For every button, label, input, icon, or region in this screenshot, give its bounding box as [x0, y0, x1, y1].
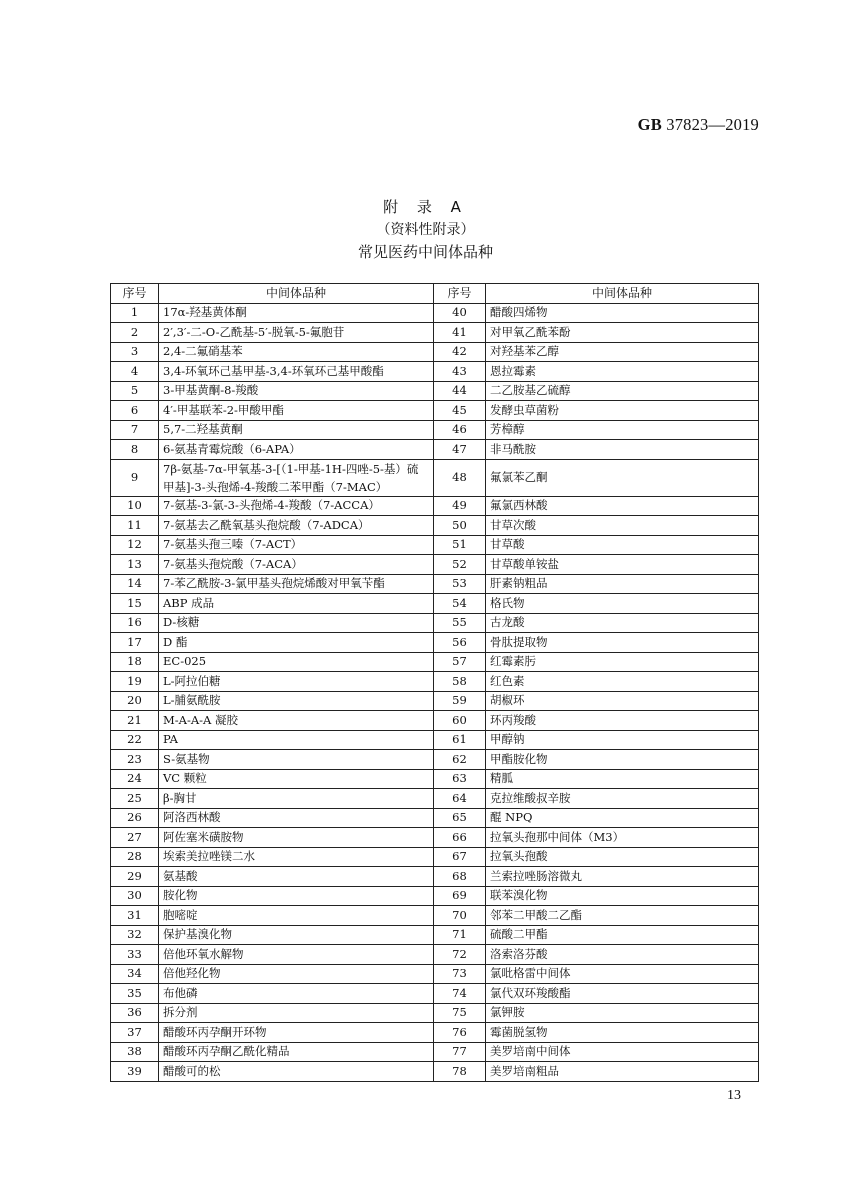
cell-name-right: 甲醇钠: [486, 730, 759, 750]
cell-no-right: 65: [434, 808, 486, 828]
appendix-title: 附 录 A: [383, 198, 468, 216]
cell-name-left: 7-苯乙酰胺-3-氯甲基头孢烷烯酸对甲氧苄酯: [159, 574, 434, 594]
cell-no-left: 33: [111, 945, 159, 965]
cell-no-right: 57: [434, 652, 486, 672]
table-row: [111, 769, 759, 789]
cell-name-left: VC 颗粒: [159, 769, 434, 789]
cell-name-left: PA: [159, 730, 434, 750]
cell-no-left: 3: [111, 342, 159, 362]
cell-name-right: 氟氯苯乙酮: [486, 459, 759, 496]
cell-name-left: 埃索美拉唑镁二水: [159, 847, 434, 867]
table-row: [111, 906, 759, 926]
cell-name-right: 邻苯二甲酸二乙酯: [486, 906, 759, 926]
cell-no-left: 7: [111, 420, 159, 440]
cell-name-left: S-氨基物: [159, 750, 434, 770]
cell-no-left: 19: [111, 672, 159, 692]
cell-name-left: β-胸甘: [159, 789, 434, 809]
cell-no-left: 22: [111, 730, 159, 750]
header-name-right: 中间体品种: [486, 284, 759, 304]
cell-name-right: 兰索拉唑肠溶微丸: [486, 867, 759, 887]
cell-no-right: 69: [434, 886, 486, 906]
standard-number: 37823—2019: [666, 115, 759, 134]
table-row: [111, 1062, 759, 1082]
cell-name-right: 芳樟醇: [486, 420, 759, 440]
cell-name-right: 非马酰胺: [486, 440, 759, 460]
page-number: 13: [727, 1088, 741, 1103]
cell-name-left: L-脯氨酰胺: [159, 691, 434, 711]
cell-name-left: 2′,3′-二-O-乙酰基-5′-脱氧-5-氟胞苷: [159, 323, 434, 343]
cell-no-left: 18: [111, 652, 159, 672]
table-row: [111, 574, 759, 594]
intermediates-table: [110, 283, 759, 1082]
cell-name-left: 醋酸环丙孕酮乙酰化精品: [159, 1042, 434, 1062]
cell-no-left: 9: [111, 459, 159, 496]
cell-no-right: 62: [434, 750, 486, 770]
cell-no-left: 16: [111, 613, 159, 633]
standard-prefix: GB: [637, 115, 662, 134]
cell-no-right: 55: [434, 613, 486, 633]
cell-no-left: 34: [111, 964, 159, 984]
cell-no-left: 29: [111, 867, 159, 887]
cell-no-right: 71: [434, 925, 486, 945]
cell-name-left: 4′-甲基联苯-2-甲酸甲酯: [159, 401, 434, 421]
cell-name-right: 醋酸四烯物: [486, 303, 759, 323]
cell-name-left: 醋酸可的松: [159, 1062, 434, 1082]
header-name-left: 中间体品种: [159, 284, 434, 304]
table-row: [111, 828, 759, 848]
header-no-left: 序号: [111, 284, 159, 304]
cell-name-right: 拉氧头孢酸: [486, 847, 759, 867]
cell-name-left: 保护基溴化物: [159, 925, 434, 945]
cell-no-right: 48: [434, 459, 486, 496]
cell-name-left: 胺化物: [159, 886, 434, 906]
table-row: [111, 691, 759, 711]
cell-no-right: 58: [434, 672, 486, 692]
cell-no-left: 11: [111, 516, 159, 536]
cell-name-left: 阿佐塞米磺胺物: [159, 828, 434, 848]
cell-name-left: 拆分剂: [159, 1003, 434, 1023]
cell-no-left: 37: [111, 1023, 159, 1043]
cell-no-right: 46: [434, 420, 486, 440]
cell-no-left: 25: [111, 789, 159, 809]
cell-name-right: 胡椒环: [486, 691, 759, 711]
cell-name-right: 克拉维酸叔辛胺: [486, 789, 759, 809]
cell-no-right: 61: [434, 730, 486, 750]
cell-no-right: 64: [434, 789, 486, 809]
cell-name-right: 氯吡格雷中间体: [486, 964, 759, 984]
table-row: [111, 886, 759, 906]
cell-name-right: 二乙胺基乙硫醇: [486, 381, 759, 401]
cell-name-left: 7-氨基去乙酰氧基头孢烷酸（7-ADCA）: [159, 516, 434, 536]
table-row: [111, 594, 759, 614]
cell-name-left: 6-氨基青霉烷酸（6-APA）: [159, 440, 434, 460]
cell-name-left: 醋酸环丙孕酮开环物: [159, 1023, 434, 1043]
cell-name-left: 7β-氨基-7α-甲氧基-3-[（1-甲基-1H-四唑-5-基）硫甲基]-3-头孢烯-4-羧酸二苯甲酯（7-MAC）: [159, 459, 434, 496]
table-row: [111, 516, 759, 536]
cell-name-right: 精胍: [486, 769, 759, 789]
cell-no-left: 2: [111, 323, 159, 343]
table-row: [111, 496, 759, 516]
cell-no-left: 23: [111, 750, 159, 770]
cell-name-left: 5,7-二羟基黄酮: [159, 420, 434, 440]
cell-no-right: 53: [434, 574, 486, 594]
cell-name-right: 甘草酸单铵盐: [486, 555, 759, 575]
cell-no-right: 66: [434, 828, 486, 848]
cell-no-left: 35: [111, 984, 159, 1004]
cell-name-right: 发酵虫草菌粉: [486, 401, 759, 421]
table-row: [111, 1003, 759, 1023]
cell-name-left: D-核糖: [159, 613, 434, 633]
cell-name-right: 美罗培南粗品: [486, 1062, 759, 1082]
cell-no-left: 15: [111, 594, 159, 614]
cell-name-right: 拉氧头孢那中间体（M3）: [486, 828, 759, 848]
cell-no-left: 27: [111, 828, 159, 848]
cell-name-right: 环丙羧酸: [486, 711, 759, 731]
cell-no-right: 63: [434, 769, 486, 789]
cell-no-left: 6: [111, 401, 159, 421]
cell-name-left: 氨基酸: [159, 867, 434, 887]
table-row: [111, 789, 759, 809]
cell-name-right: 恩拉霉素: [486, 362, 759, 382]
cell-no-right: 50: [434, 516, 486, 536]
cell-no-right: 72: [434, 945, 486, 965]
table-row: [111, 633, 759, 653]
table-row: [111, 867, 759, 887]
cell-name-left: 倍他环氧水解物: [159, 945, 434, 965]
cell-name-left: ABP 成品: [159, 594, 434, 614]
cell-no-left: 4: [111, 362, 159, 382]
table-row: [111, 555, 759, 575]
cell-name-left: 倍他羟化物: [159, 964, 434, 984]
table-row: [111, 1042, 759, 1062]
cell-no-left: 31: [111, 906, 159, 926]
table-row: [111, 711, 759, 731]
table-body: [111, 303, 759, 1081]
cell-no-left: 32: [111, 925, 159, 945]
cell-name-left: 7-氨基头孢烷酸（7-ACA）: [159, 555, 434, 575]
table-header-row: [111, 284, 759, 304]
table-row: [111, 303, 759, 323]
cell-no-right: 76: [434, 1023, 486, 1043]
cell-name-left: EC-025: [159, 652, 434, 672]
cell-no-left: 38: [111, 1042, 159, 1062]
cell-name-right: 氯代双环羧酸酯: [486, 984, 759, 1004]
standard-code: [638, 115, 759, 135]
cell-no-right: 77: [434, 1042, 486, 1062]
table-row: [111, 964, 759, 984]
cell-no-left: 13: [111, 555, 159, 575]
table-row: [111, 440, 759, 460]
cell-name-right: 甘草次酸: [486, 516, 759, 536]
table-row: [111, 750, 759, 770]
table-row: [111, 381, 759, 401]
cell-name-left: 7-氨基头孢三嗪（7-ACT）: [159, 535, 434, 555]
table-row: [111, 847, 759, 867]
table-row: [111, 925, 759, 945]
cell-name-left: L-阿拉伯糖: [159, 672, 434, 692]
cell-name-right: 硫酸二甲酯: [486, 925, 759, 945]
cell-name-right: 氟氯西林酸: [486, 496, 759, 516]
cell-name-right: 美罗培南中间体: [486, 1042, 759, 1062]
table-row: [111, 730, 759, 750]
cell-no-left: 26: [111, 808, 159, 828]
cell-no-right: 45: [434, 401, 486, 421]
cell-name-right: 骨肽提取物: [486, 633, 759, 653]
cell-no-right: 51: [434, 535, 486, 555]
table-row: [111, 535, 759, 555]
header-no-right: 序号: [434, 284, 486, 304]
cell-name-right: 对甲氧乙酰苯酚: [486, 323, 759, 343]
cell-no-right: 78: [434, 1062, 486, 1082]
cell-name-left: 阿洛西林酸: [159, 808, 434, 828]
table-row: [111, 342, 759, 362]
cell-no-right: 54: [434, 594, 486, 614]
cell-no-right: 74: [434, 984, 486, 1004]
cell-name-left: 3,4-环氧环己基甲基-3,4-环氧环己基甲酸酯: [159, 362, 434, 382]
cell-no-left: 5: [111, 381, 159, 401]
cell-name-right: 洛索洛芬酸: [486, 945, 759, 965]
cell-no-left: 14: [111, 574, 159, 594]
table-row: [111, 984, 759, 1004]
cell-name-left: 2,4-二氟硝基苯: [159, 342, 434, 362]
table-row: [111, 808, 759, 828]
cell-name-right: 古龙酸: [486, 613, 759, 633]
cell-name-right: 红色素: [486, 672, 759, 692]
cell-name-left: D 酯: [159, 633, 434, 653]
cell-no-left: 20: [111, 691, 159, 711]
cell-no-right: 70: [434, 906, 486, 926]
table-row: [111, 672, 759, 692]
cell-name-right: 红霉素肟: [486, 652, 759, 672]
cell-no-right: 59: [434, 691, 486, 711]
cell-no-left: 17: [111, 633, 159, 653]
cell-name-right: 格氏物: [486, 594, 759, 614]
cell-no-left: 30: [111, 886, 159, 906]
cell-name-left: 17α-羟基黄体酮: [159, 303, 434, 323]
table-row: [111, 323, 759, 343]
cell-no-right: 44: [434, 381, 486, 401]
cell-no-right: 67: [434, 847, 486, 867]
cell-no-right: 56: [434, 633, 486, 653]
cell-no-right: 68: [434, 867, 486, 887]
cell-no-left: 21: [111, 711, 159, 731]
cell-no-right: 75: [434, 1003, 486, 1023]
appendix-subtitle: （资料性附录）: [376, 222, 475, 238]
cell-no-left: 1: [111, 303, 159, 323]
cell-name-right: 氯钾胺: [486, 1003, 759, 1023]
cell-no-right: 52: [434, 555, 486, 575]
cell-name-right: 醌 NPQ: [486, 808, 759, 828]
cell-no-left: 8: [111, 440, 159, 460]
cell-name-right: 甘草酸: [486, 535, 759, 555]
cell-no-left: 36: [111, 1003, 159, 1023]
cell-name-right: 甲酯胺化物: [486, 750, 759, 770]
cell-no-right: 41: [434, 323, 486, 343]
cell-name-right: 霉菌脱氢物: [486, 1023, 759, 1043]
table-row: [111, 1023, 759, 1043]
table-row: [111, 420, 759, 440]
cell-no-left: 10: [111, 496, 159, 516]
cell-name-left: 布他磷: [159, 984, 434, 1004]
table-row: [111, 362, 759, 382]
cell-name-right: 联苯溴化物: [486, 886, 759, 906]
cell-no-right: 43: [434, 362, 486, 382]
cell-no-right: 47: [434, 440, 486, 460]
table-row: [111, 459, 759, 496]
table-row: [111, 652, 759, 672]
table-row: [111, 945, 759, 965]
appendix-heading: 常见医药中间体品种: [357, 243, 493, 261]
cell-name-right: 肝素钠粗品: [486, 574, 759, 594]
cell-no-right: 73: [434, 964, 486, 984]
cell-no-left: 28: [111, 847, 159, 867]
cell-no-right: 42: [434, 342, 486, 362]
cell-no-left: 24: [111, 769, 159, 789]
cell-no-left: 12: [111, 535, 159, 555]
cell-no-right: 49: [434, 496, 486, 516]
table-row: [111, 613, 759, 633]
table-row: [111, 401, 759, 421]
cell-name-right: 对羟基苯乙醇: [486, 342, 759, 362]
cell-name-left: 3-甲基黄酮-8-羧酸: [159, 381, 434, 401]
cell-no-right: 40: [434, 303, 486, 323]
cell-name-left: M-A-A-A 凝胶: [159, 711, 434, 731]
cell-no-left: 39: [111, 1062, 159, 1082]
cell-name-left: 7-氨基-3-氯-3-头孢烯-4-羧酸（7-ACCA）: [159, 496, 434, 516]
cell-no-right: 60: [434, 711, 486, 731]
cell-name-left: 胞嘧啶: [159, 906, 434, 926]
